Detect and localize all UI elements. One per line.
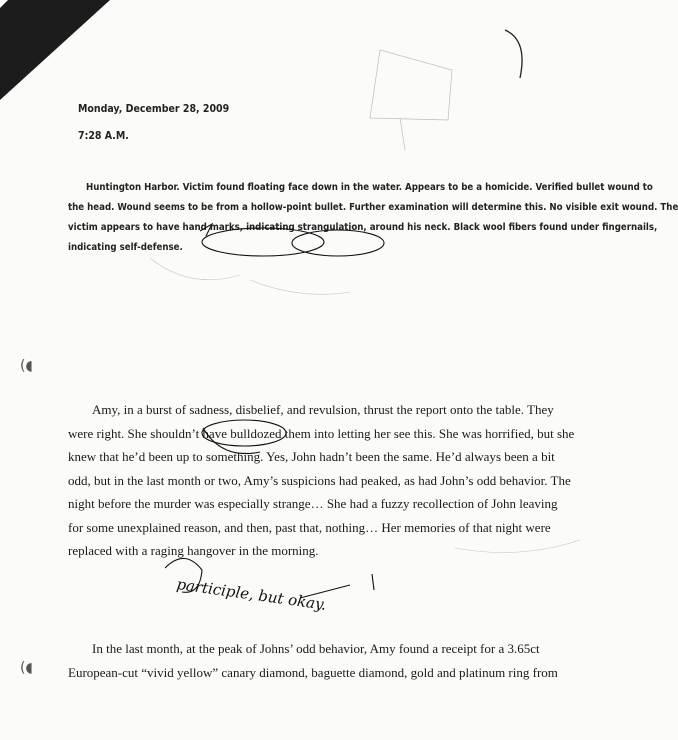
story-line: Amy, in a burst of sadness, disbelief, and revulsion, thrust the report onto the table. They <box>92 402 554 417</box>
story-line: European-cut “vivid yellow” canary diamond, baguette diamond, gold and platinum ring from <box>68 664 558 680</box>
story-line: were right. She shouldn’t have bulldozed them into letting her see this. She was horrified, but she <box>68 425 575 441</box>
police-report <box>68 178 678 258</box>
story-line: replaced with a raging hangover in the morning. <box>68 543 319 558</box>
handwritten-margin-note: participle, but okay. <box>175 575 328 614</box>
report-line: the head. Wound seems to be from a hollow-point bullet. Further examination will determine this. No visible exit wound. The <box>68 202 678 213</box>
report-line: victim appears to have hand marks, indicating strangulation, around his neck. Black wool fibers found under fingernails, <box>68 222 658 233</box>
punch-hole-icon: (◖ <box>20 358 33 374</box>
story-paragraph-1 <box>68 398 575 563</box>
story-line: In the last month, at the peak of Johns’ odd behavior, Amy found a receipt for a 3.65ct <box>92 641 540 656</box>
report-time: 7:28 A.M. <box>78 130 129 142</box>
story-line: odd, but in the last month or two, Amy’s suspicions had peaked, as had John’s odd behavior. The <box>68 472 571 488</box>
report-line: Huntington Harbor. Victim found floating face down in the water. Appears to be a homicide. Verified bullet wound to <box>86 182 653 193</box>
report-date: Monday, December 28, 2009 <box>78 103 230 115</box>
report-line: indicating self-defense. <box>68 242 183 253</box>
punch-hole-icon: (◖ <box>20 660 33 676</box>
story-paragraph-2 <box>68 637 558 684</box>
story-line: knew that he’d been up to something. Yes, John hadn’t been the same. He’d always been a bit <box>68 449 555 464</box>
story-line: for some unexplained reason, and then, past that, nothing… Her memories of that night were <box>68 519 551 535</box>
story-line: night before the murder was especially strange… She had a fuzzy recollection of John leaving <box>68 496 558 511</box>
